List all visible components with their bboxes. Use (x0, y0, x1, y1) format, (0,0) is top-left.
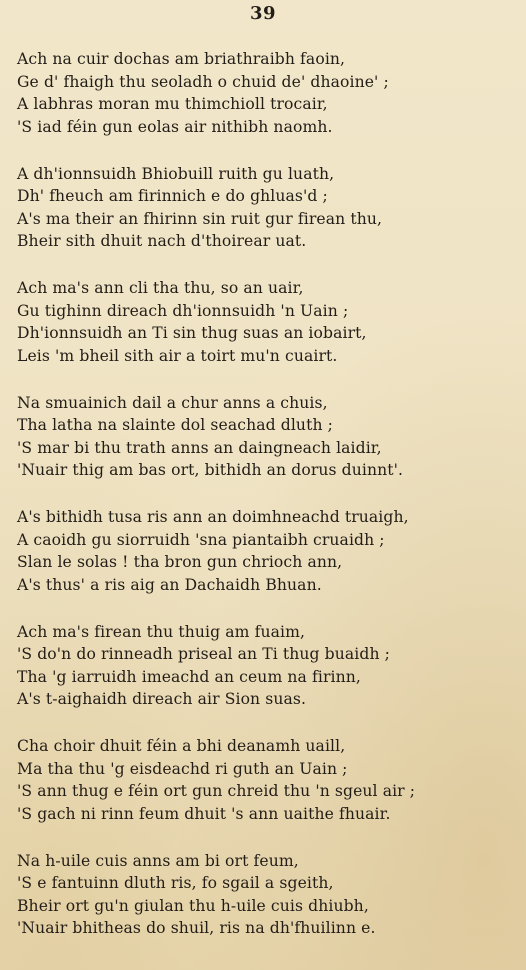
verse-line: A's thus' a ris aig an Dachaidh Bhuan. (17, 575, 322, 594)
verse-line: Slan le solas ! tha bron gun chrioch ann, (17, 553, 343, 571)
page-number: 39 (249, 3, 277, 24)
verse-line: 'S ann thug e féin ort gun chreid thu 'n sgeul air ; (17, 782, 416, 800)
stanza-5 (17, 506, 522, 596)
verse-line: A's bithidh tusa ris ann an doimhneachd truaigh, (17, 508, 409, 526)
verse-line: Ach ma's firean thu thuig am fuaim, (17, 622, 306, 641)
verse-line: Dh' fheuch am firinnich e do ghluas'd ; (17, 187, 328, 205)
poem-body (17, 48, 522, 964)
verse-line: Tha latha na slainte dol seachad dluth ; (17, 416, 333, 434)
verse-line: Na smuainich dail a chur anns a chuis, (17, 393, 328, 412)
verse-line: Ach na cuir dochas am briathraibh faoin, (17, 50, 346, 68)
stanza-1 (17, 48, 522, 138)
verse-line: A dh'ionnsuidh Bhiobuill ruith gu luath, (17, 164, 335, 183)
stanza-8 (17, 850, 522, 940)
verse-line: Ach ma's ann cli tha thu, so an uair, (17, 279, 304, 297)
verse-line: Ge d' fhaigh thu seoladh o chuid de' dhaoine' ; (17, 72, 389, 91)
stanza-4 (17, 392, 522, 482)
verse-line: 'S mar bi thu trath anns an daingneach laidir, (17, 438, 382, 457)
verse-line: Ma tha thu 'g eisdeachd ri guth an Uain ; (17, 759, 348, 778)
verse-line: A caoidh gu siorruidh 'sna piantaibh cruaidh ; (17, 530, 385, 549)
verse-line: 'S do'n do rinneadh priseal an Ti thug buaidh ; (17, 645, 391, 663)
verse-line: Tha 'g iarruidh imeachd an ceum na firinn, (17, 667, 361, 686)
verse-line: 'Nuair bhitheas do shuil, ris na dh'fhuilinn e. (17, 919, 376, 937)
verse-line: Bheir sith dhuit nach d'thoirear uat. (17, 232, 307, 250)
verse-line: A's t-aighaidh direach air Sion suas. (17, 690, 307, 708)
stanza-2 (17, 163, 522, 253)
verse-line: 'Nuair thig am bas ort, bithidh an dorus duinnt'. (17, 461, 404, 479)
verse-line: 'S e fantuinn dluth ris, fo sgail a sgeith, (17, 874, 334, 892)
verse-line: Dh'ionnsuidh an Ti sin thug suas an iobairt, (17, 324, 367, 342)
verse-line: Cha choir dhuit féin a bhi deanamh uaill, (17, 737, 346, 755)
stanza-6 (17, 621, 522, 711)
verse-line: Gu tighinn direach dh'ionnsuidh 'n Uain ; (17, 301, 349, 320)
verse-line: Leis 'm bheil sith air a toirt mu'n cuairt. (17, 346, 338, 365)
verse-line: A labhras moran mu thimchioll trocair, (17, 95, 328, 113)
verse-line: Bheir ort gu'n giulan thu h-uile cuis dhiubh, (17, 896, 369, 915)
verse-line: Na h-uile cuis anns am bi ort feum, (17, 851, 299, 870)
stanza-3 (17, 277, 522, 367)
stanza-7 (17, 735, 522, 825)
verse-line: 'S gach ni rinn feum dhuit 's ann uaithe fhuair. (17, 804, 391, 823)
verse-line: 'S iad féin gun eolas air nithibh naomh. (17, 117, 333, 136)
verse-line: A's ma their an fhirinn sin ruit gur firean thu, (17, 209, 383, 228)
